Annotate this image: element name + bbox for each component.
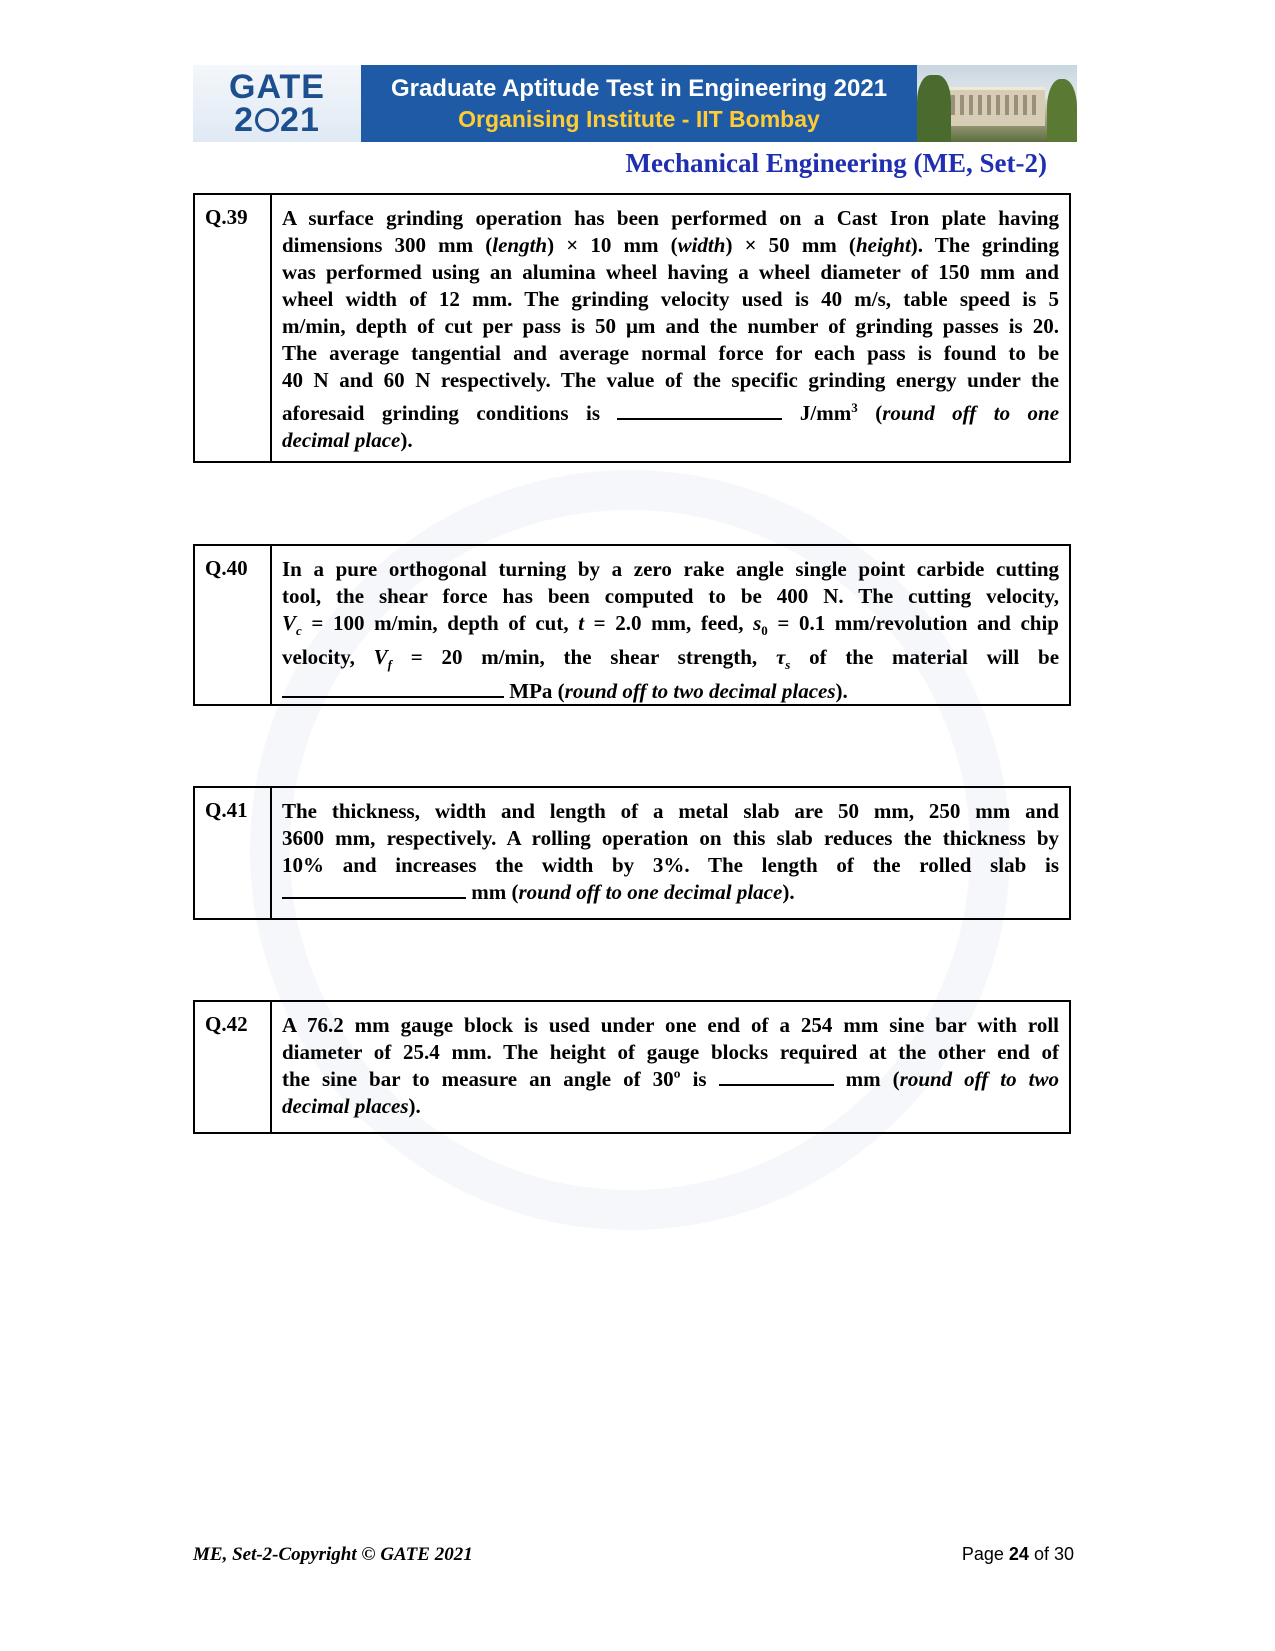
- logo-year-a: 2: [234, 100, 255, 139]
- question-box-40: [193, 544, 1071, 706]
- question-number: Q.39: [195, 195, 272, 461]
- question-number: Q.42: [195, 1002, 272, 1132]
- q41-line-3: 10% and increases the width by 3%. The length of the rolled slab is: [282, 853, 1059, 877]
- q40-line-1: In a pure orthogonal turning by a zero rake angle single point carbide cutting: [282, 557, 1059, 581]
- q42-line-3: the sine bar to measure an angle of 30º is mm (round off to two: [282, 1067, 1059, 1091]
- q39-line-4: wheel width of 12 mm. The grinding velocity used is 40 m/s, table speed is 5: [282, 287, 1059, 311]
- q40-line-4: velocity, $V_f = 20$ m/min, the shear strength, $\tau_s$ of the material will be: [282, 645, 1060, 673]
- question-text: [272, 546, 1069, 704]
- question-box-39: [193, 193, 1071, 463]
- q39-line-7: 40 N and 60 N respectively. The value of the specific grinding energy under the: [282, 368, 1059, 392]
- copyright-footer: ME, Set-2-Copyright © GATE 2021: [193, 1544, 473, 1565]
- banner-titles: [361, 65, 917, 142]
- banner-subtitle: Organising Institute - IIT Bombay: [458, 105, 820, 132]
- q42-line-1: A 76.2 mm gauge block is used under one end of a 254 mm sine bar with roll: [282, 1013, 1059, 1037]
- iit-emblem-icon: [255, 108, 279, 132]
- q39-line-8: aforesaid grinding conditions is $J/mm^3$ (round off to one: [282, 400, 1060, 425]
- logo-year-b: 21: [280, 100, 320, 139]
- page-current: 24: [1008, 1544, 1029, 1564]
- q41-line-4: mm (round off to one decimal place).: [282, 879, 1059, 906]
- q40-line-2: tool, the shear force has been computed to be 400 N. The cutting velocity,: [282, 584, 1059, 608]
- logo-gate-text: GATE: [229, 68, 325, 107]
- question-number: Q.40: [195, 546, 272, 704]
- q41-line-1: The thickness, width and length of a metal slab are 50 mm, 250 mm and: [282, 799, 1059, 823]
- banner-title: Graduate Aptitude Test in Engineering 2021: [390, 74, 888, 102]
- building-windows: [951, 95, 1039, 115]
- header-banner: [193, 65, 1077, 142]
- q40-line-3: $V_c = 100$ m/min, depth of cut, t = 2.0 mm, feed, $s_0 = 0.1$ mm/revolution and chip: [282, 611, 1059, 639]
- gate-logo: [193, 65, 361, 142]
- page-total: of 30: [1033, 1544, 1074, 1564]
- q42-line-2: diameter of 25.4 mm. The height of gauge blocks required at the other end of: [282, 1040, 1059, 1064]
- q39-line-1: A surface grinding operation has been performed on a Cast Iron plate having: [282, 206, 1059, 230]
- logo-year: [234, 100, 320, 139]
- answer-blank[interactable]: [617, 400, 782, 420]
- q39-line-2: dimensions 300 mm (length) × 10 mm (width) × 50 mm (height). The grinding: [282, 233, 1059, 257]
- q39-line-9: decimal place).: [282, 428, 413, 452]
- question-box-42: [193, 1000, 1071, 1134]
- q39-line-5: m/min, depth of cut per pass is 50 μm and the number of grinding passes is 20.: [282, 314, 1059, 338]
- answer-blank[interactable]: [719, 1066, 834, 1086]
- subject-heading: Mechanical Engineering (ME, Set-2): [625, 148, 1047, 178]
- q42-line-4: decimal places).: [282, 1094, 421, 1118]
- question-number: Q.41: [195, 788, 272, 918]
- question-box-41: [193, 786, 1071, 920]
- q40-line-5: MPa (round off to two decimal places).: [282, 678, 1059, 705]
- question-text: [272, 788, 1069, 918]
- answer-blank[interactable]: [282, 678, 504, 698]
- q41-line-2: 3600 mm, respectively. A rolling operation on this slab reduces the thickness by: [282, 826, 1059, 850]
- answer-blank[interactable]: [282, 879, 466, 899]
- campus-photo: [917, 65, 1077, 142]
- page-prefix: Page: [961, 1544, 1004, 1564]
- question-text: [272, 195, 1069, 461]
- q39-line-3: was performed using an alumina wheel having a wheel diameter of 150 mm and: [282, 260, 1059, 284]
- question-text: [272, 1002, 1069, 1132]
- page-number: [962, 1544, 1074, 1565]
- q39-line-6: The average tangential and average normal force for each pass is found to be: [282, 341, 1059, 365]
- tree-right: [1047, 79, 1077, 142]
- tree-left: [917, 75, 951, 142]
